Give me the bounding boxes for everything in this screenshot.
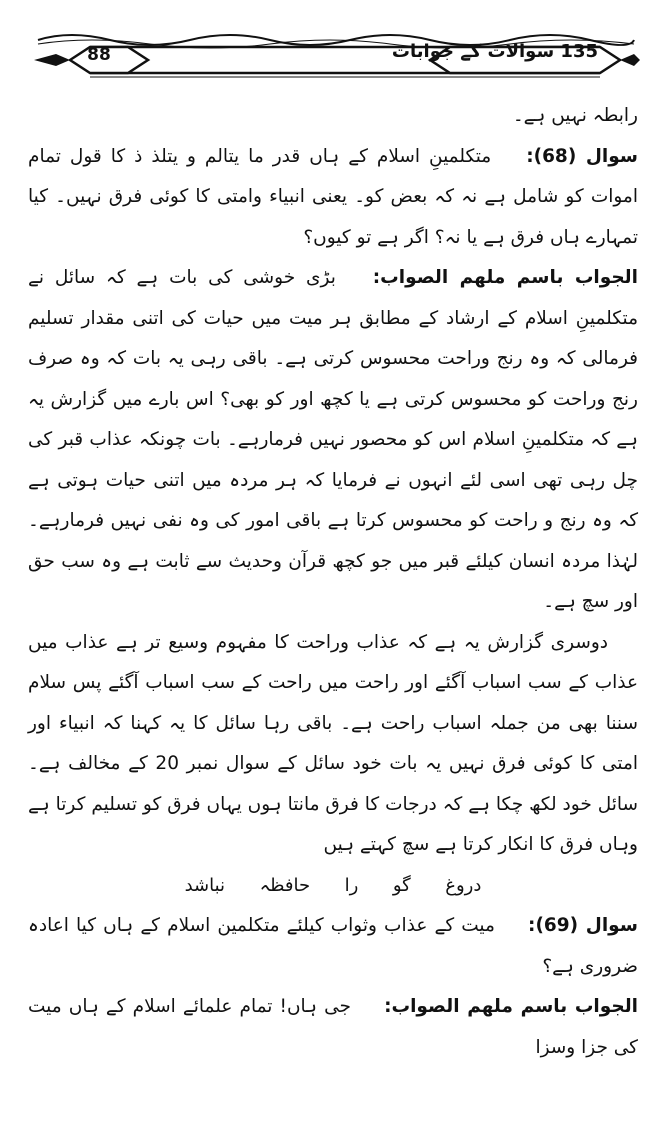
- question-68-text: متکلمینِ اسلام کے ہاں قدر ما یتالم و یتلذ ذ کا قول تمام اموات کو شامل ہے نہ کہ بعض کو۔ یعنی انبیاء وامتی کا کوئی فرق نہیں۔ کیا تمہارے ہاں فرق ہے یا نہ؟ اگر ہے تو کیوں؟: [28, 145, 638, 248]
- question-69: [28, 906, 638, 987]
- answer-69: [28, 987, 638, 1068]
- answer-68-text: بڑی خوشی کی بات ہے کہ سائل نے متکلمینِ اسلام کے ارشاد کے مطابق ہر میت میں حیات کی اتنی مقدار تسلیم فرمالی کہ وہ رنج وراحت محسوس کرتی ہے۔ باقی رہی یہ بات کہ وہ صرف رنج وراحت کو محسوس کرتی ہے یا کچھ اور کو بھی؟ اس بارے میں گزارش یہ ہے کہ متکلمینِ اسلام اس کو محصور نہیں فرمارہے۔ بات چونکہ عذاب قبر کی چل رہی تھی اسی لئے انہوں نے فرمایا کہ ہر مردہ میں اتنی حیات ہوتی ہے کہ وہ رنج و راحت کو محسوس کرتا ہے باقی امور کی وہ نفی نہیں فرمارہے۔ لہٰذا مردہ انسان کیلئے قبر میں جو کچھ قرآن وحدیث سے ثابت ہے وہ سب حق اور سچ ہے۔: [28, 267, 638, 612]
- paragraph-intro: [28, 96, 638, 137]
- question-69-text: میت کے عذاب وثواب کیلئے متکلمین اسلام کے ہاں کیا اعادہ ضروری ہے؟: [28, 915, 638, 977]
- answer-69-label: الجواب باسم ملھم الصواب:: [384, 996, 638, 1017]
- page-number: 88: [87, 45, 111, 65]
- intro-text: رابطہ نہیں ہے۔: [512, 105, 638, 126]
- page-body: [28, 96, 638, 1068]
- question-69-label: سوال (69):: [528, 915, 638, 936]
- answer-68: [28, 258, 638, 623]
- question-68-label: سوال (68):: [526, 145, 638, 167]
- second-paragraph-text: دوسری گزارش یہ ہے کہ عذاب وراحت کا مفہوم وسیع تر ہے عذاب میں عذاب کے سب اسباب آگئے اور راحت میں راحت کے سب اسباب آگئے پس سلام سننا بھی من جملہ اسباب راحت ہے۔ باقی رہا سائل کا یہ کہنا کہ انبیاء اور امتی کا کوئی فرق نہیں یہ بات خود سائل کے سوال نمبر 20 کے مخالف ہے۔ سائل خود لکھ چکا ہے کہ درجات کا فرق مانتا ہوں یہاں فرق کو تسلیم کرتا ہے وہاں فرق کا انکار کرتا ہے سچ کہتے ہیں: [28, 631, 638, 855]
- question-68: [28, 137, 638, 259]
- poem-line: دروغ گو را حافظہ نباشد: [184, 874, 482, 896]
- page-header: [30, 30, 642, 88]
- answer-68-label: الجواب باسم ملھم الصواب:: [372, 267, 638, 288]
- paragraph-second: [28, 623, 638, 866]
- book-title: 135 سوالات کے جوابات: [391, 41, 598, 62]
- answer-69-text: جی ہاں! تمام علمائے اسلام کے ہاں میت کی جزا وسزا: [28, 996, 638, 1058]
